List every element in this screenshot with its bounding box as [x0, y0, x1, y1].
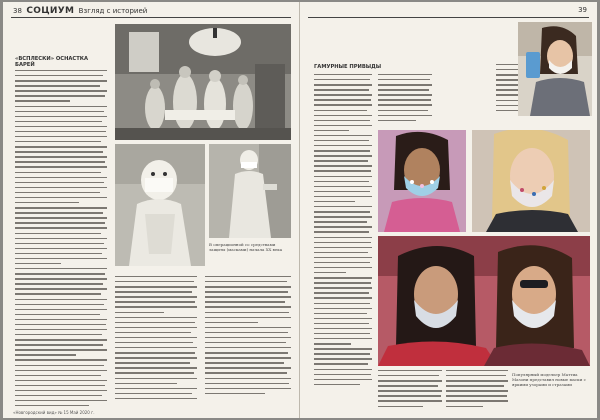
nurse-photo: [115, 144, 205, 266]
magazine-spread: [3, 2, 597, 418]
right-bottom-col-text: [378, 370, 442, 414]
page-number: 39: [578, 6, 587, 14]
header-rule: [308, 17, 589, 18]
woman-with-phone-photo: [518, 22, 592, 116]
article-title: «ВСПЛЕСКИ» ОСНАСТКА БАРЕЙ: [15, 56, 89, 68]
left-page: [3, 2, 300, 418]
operating-room-photo: [115, 24, 291, 140]
header-rule: [11, 17, 291, 18]
right-bottom-col2-text: [446, 370, 508, 414]
sequin-mask-photo: [378, 130, 466, 232]
blonde-woman-mask-photo: [472, 130, 590, 232]
right-column-text: [205, 276, 291, 404]
page-footer: «Новгородский вид» № 15 Май 2020 г.: [13, 410, 95, 415]
middle-column-text: [115, 276, 197, 404]
doctor-photo: [209, 144, 291, 238]
section-title: СОЦИУМ: [26, 6, 75, 16]
crystal-masks-photo: [378, 236, 590, 366]
right-col2-text: [378, 74, 432, 124]
photo-caption: Популярный модельер Маттиа Мазони представил новые маски с яркими узорами и стразами: [512, 372, 586, 387]
right-col1-text: [314, 74, 372, 410]
section-heading: ГАМУРНЫЕ ПРИВЫДЫ: [314, 64, 382, 70]
page-number: 38: [13, 7, 22, 15]
right-page: [300, 2, 597, 418]
left-column-text: [15, 70, 107, 406]
photo-caption: В операционной со средствами защиты (масками) начала XX века: [209, 242, 283, 252]
page-header: [13, 6, 147, 16]
subsection-title: Взгляд с историей: [78, 7, 148, 15]
